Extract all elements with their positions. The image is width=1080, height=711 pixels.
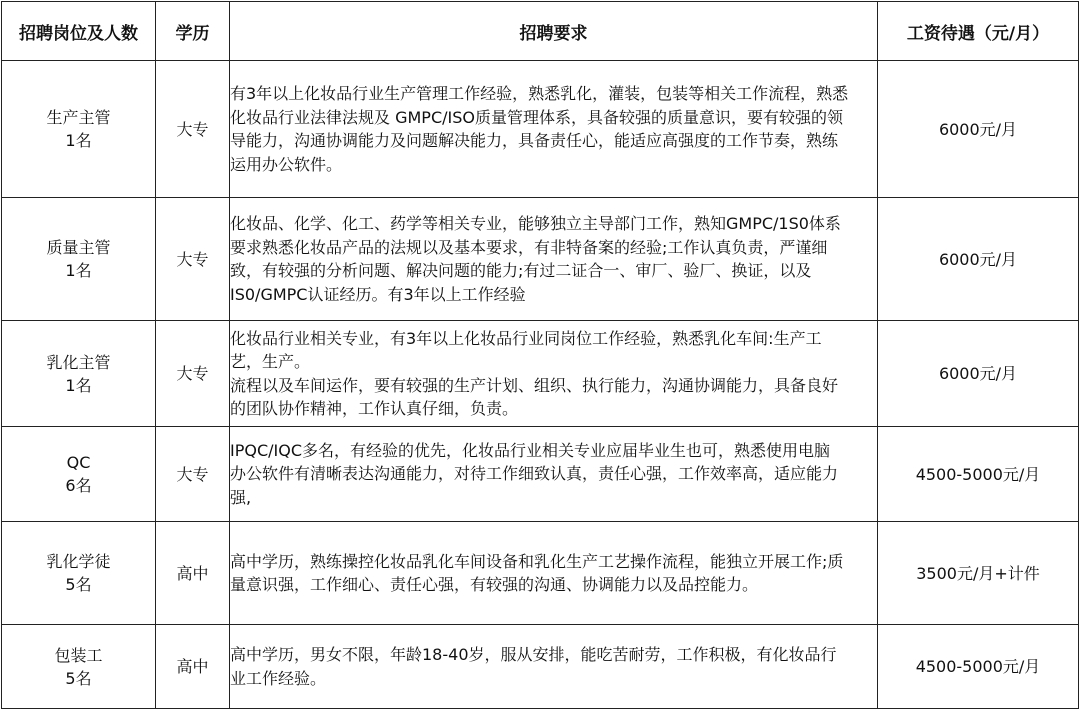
table-row (2, 198, 1079, 321)
table-row (2, 321, 1079, 427)
requirements-cell (230, 321, 878, 427)
header-education: 学历 (156, 2, 230, 61)
requirement-line: 办公软件有清晰表达沟通能力，对待工作细致认真，责任心强，工作效率高，适应能力 (230, 464, 839, 484)
requirement-line: 量意识强，工作细心、责任心强，有较强的沟通、协调能力以及品控能力。 (230, 575, 759, 594)
requirements-cell (230, 427, 878, 522)
header-row (2, 2, 1079, 61)
table-row (2, 522, 1079, 625)
requirement-line: 高中学历，熟练操控化妆品乳化车间设备和乳化生产工艺操作流程，能独立开展工作;质 (230, 551, 844, 571)
education-cell: 大专 (156, 321, 230, 427)
requirement-line: 高中学历，男女不限，年龄18-40岁，服从安排，能吃苦耐劳，工作积极，有化妆品行 (230, 645, 837, 664)
position-title: 乳化主管 (46, 352, 111, 372)
requirement-line: 有3年以上化妆品行业生产管理工作经验，熟悉乳化，灌装，包装等相关工作流程，熟悉 (230, 84, 849, 103)
requirements-cell (230, 61, 878, 198)
salary-cell: 4500-5000元/月 (878, 427, 1079, 522)
salary-cell: 3500元/月+计件 (878, 522, 1079, 625)
requirement-line: 导能力，沟通协调能力及问题解决能力，具备责任心，能适应高强度的工作节奏，熟练 (230, 131, 839, 150)
education-cell: 大专 (156, 427, 230, 522)
requirement-line: 业工作经验。 (230, 668, 327, 688)
position-cell (2, 61, 156, 198)
requirement-line: 运用办公软件。 (230, 154, 343, 174)
salary-cell: 6000元/月 (878, 61, 1079, 198)
education-cell: 大专 (156, 61, 230, 198)
position-count: 1名 (65, 261, 92, 280)
requirement-line: 的团队协作精神，工作认真仔细，负责。 (230, 399, 519, 418)
salary-cell: 4500-5000元/月 (878, 625, 1079, 709)
requirement-line: IS0/GMPC认证经历。有3年以上工作经验 (230, 284, 526, 304)
requirement-line: 化妆品行业法律法规及 GMPC/ISO质量管理体系，具备较强的质量意识，要有较强的领 (230, 107, 843, 127)
education-cell: 高中 (156, 625, 230, 709)
requirement-line: 流程以及车间运作，要有较强的生产计划、组织、执行能力，沟通协调能力，具备良好 (230, 375, 839, 395)
table-row (2, 427, 1079, 522)
position-cell (2, 522, 156, 625)
position-title: 乳化学徒 (46, 552, 111, 571)
position-title: 质量主管 (46, 238, 111, 257)
requirement-line: 强, (230, 487, 252, 507)
salary-cell: 6000元/月 (878, 321, 1079, 427)
position-cell (2, 321, 156, 427)
requirement-line: IPQC/IQC多名，有经验的优先，化妆品行业相关专业应届毕业生也可，熟悉使用电脑 (230, 440, 831, 460)
requirement-line: 致，有较强的分析问题、解决问题的能力;有过二证合一、审厂、验厂、换证，以及 (230, 261, 812, 280)
recruitment-table (1, 1, 1079, 709)
header-salary: 工资待遇（元/月） (878, 2, 1079, 61)
requirement-line: 艺，生产。 (230, 352, 311, 371)
position-count: 5名 (65, 668, 92, 688)
education-cell: 大专 (156, 198, 230, 321)
requirement-line: 要求熟悉化妆品产品的法规以及基本要求，有非特备案的经验;工作认真负责，严谨细 (230, 237, 828, 257)
table-row (2, 625, 1079, 709)
header-position: 招聘岗位及人数 (2, 2, 156, 61)
position-count: 1名 (65, 131, 92, 150)
requirement-line: 化妆品行业相关专业，有3年以上化妆品行业同岗位工作经验，熟悉乳化车间:生产工 (230, 328, 822, 348)
position-cell (2, 625, 156, 709)
education-cell: 高中 (156, 522, 230, 625)
position-count: 6名 (65, 476, 92, 495)
requirement-line: 化妆品、化学、化工、药学等相关专业，能够独立主导部门工作，熟知GMPC/1S0体系 (230, 214, 841, 233)
position-title: QC (66, 453, 91, 472)
position-title: 包装工 (54, 645, 103, 665)
table-row (2, 61, 1079, 198)
salary-cell: 6000元/月 (878, 198, 1079, 321)
position-title: 生产主管 (46, 108, 111, 127)
position-count: 5名 (65, 575, 92, 594)
requirements-cell (230, 625, 878, 709)
header-requirements: 招聘要求 (230, 2, 878, 61)
position-count: 1名 (65, 375, 92, 395)
position-cell (2, 198, 156, 321)
requirements-cell (230, 198, 878, 321)
position-cell (2, 427, 156, 522)
requirements-cell (230, 522, 878, 625)
